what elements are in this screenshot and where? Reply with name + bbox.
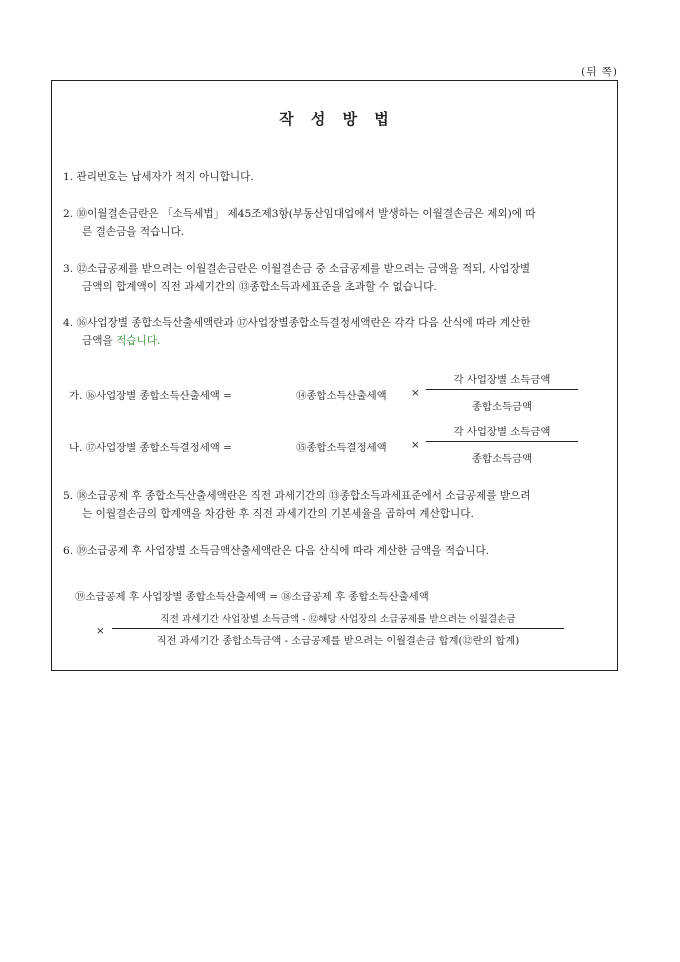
formula-b-left: 나. ⑰사업장별 종합소득결정세액 = <box>69 442 232 454</box>
formula-c-fraction-bar <box>112 628 564 629</box>
formula-a-fraction <box>426 371 578 413</box>
formula-c-numerator: 직전 과세기간 사업장별 소득금액 - ⑫해당 사업장의 소급공제를 받으려는 이월결손금 <box>160 614 516 625</box>
page-side-label: (뒤 쪽) <box>581 66 618 78</box>
item-5-line-1: 5. ⑱소급공제 후 종합소득산출세액란은 직전 과세기간의 ⑬종합소득과세표준에서 소급공제를 받으려 <box>63 490 531 502</box>
item-3-line-1: 3. ⑫소급공제를 받으려는 이월결손금란은 이월결손금 중 소급공제를 받으려는 금액을 적되, 사업장별 <box>63 263 531 275</box>
item-4-line-2-highlight: 적습니다. <box>116 335 161 347</box>
item-3-line-2: 금액의 합계액이 직전 과세기간의 ⑬종합소득과세표준을 초과할 수 없습니다. <box>82 281 437 293</box>
formula-c-times: × <box>96 625 105 637</box>
instruction-item-5 <box>63 487 608 523</box>
formula-a-times: × <box>411 387 420 399</box>
formula-a-numerator: 각 사업장별 소득금액 <box>453 374 551 386</box>
instruction-item-4 <box>63 314 608 350</box>
formula-b-term: ⑮종합소득결정세액 <box>296 442 387 454</box>
formula-b-fraction <box>426 423 578 465</box>
formula-b-denominator: 종합소득금액 <box>471 453 533 465</box>
instruction-item-3 <box>63 260 608 296</box>
item-4-line-2 <box>63 332 608 350</box>
formula-a-left: 가. ⑯사업장별 종합소득산출세액 = <box>69 390 232 402</box>
formula-a-denominator: 종합소득금액 <box>471 401 533 413</box>
formula-a-fraction-bar <box>426 389 578 390</box>
item-1-text: 1. 관리번호는 납세자가 적지 아니합니다. <box>63 171 254 183</box>
formula-c-fraction <box>112 611 564 647</box>
item-6-text: 6. ⑲소급공제 후 사업장별 소득금액산출세액란은 다음 산식에 따라 계산한 금액을 적습니다. <box>63 545 490 557</box>
formula-b-fraction-bar <box>426 441 578 442</box>
formula-a-term: ⑭종합소득산출세액 <box>296 390 387 402</box>
instruction-item-6 <box>63 542 608 560</box>
formula-c-left: ⑲소급공제 후 사업장별 종합소득산출세액 = ⑱소급공제 후 종합소득산출세액 <box>75 591 429 603</box>
instructions-frame <box>51 80 618 671</box>
item-4-line-1: 4. ⑯사업장별 종합소득산출세액란과 ⑰사업장별종합소득결정세액란은 각각 다음 산식에 따라 계산한 <box>63 317 531 329</box>
instruction-item-1 <box>63 168 608 186</box>
formula-c-denominator: 직전 과세기간 종합소득금액 - 소급공제를 받으려는 이월결손금 합계(⑫란의 합계) <box>156 636 520 647</box>
item-4-line-2-text: 금액을 <box>82 335 117 347</box>
page-title: 작 성 방 법 <box>279 110 390 128</box>
item-5-line-2: 는 이월결손금의 합계액을 차감한 후 직전 과세기간의 기본세율을 곱하여 계산합니다. <box>82 508 474 520</box>
item-2-line-2: 른 결손금을 적습니다. <box>82 226 185 238</box>
formula-b-times: × <box>411 439 420 451</box>
instruction-item-2 <box>63 205 608 241</box>
formula-b-numerator: 각 사업장별 소득금액 <box>453 426 551 438</box>
item-2-line-1: 2. ⑩이월결손금란은 「소득세법」 제45조제3항(부동산임대업에서 발생하는 이월결손금은 제외)에 따 <box>63 208 536 220</box>
